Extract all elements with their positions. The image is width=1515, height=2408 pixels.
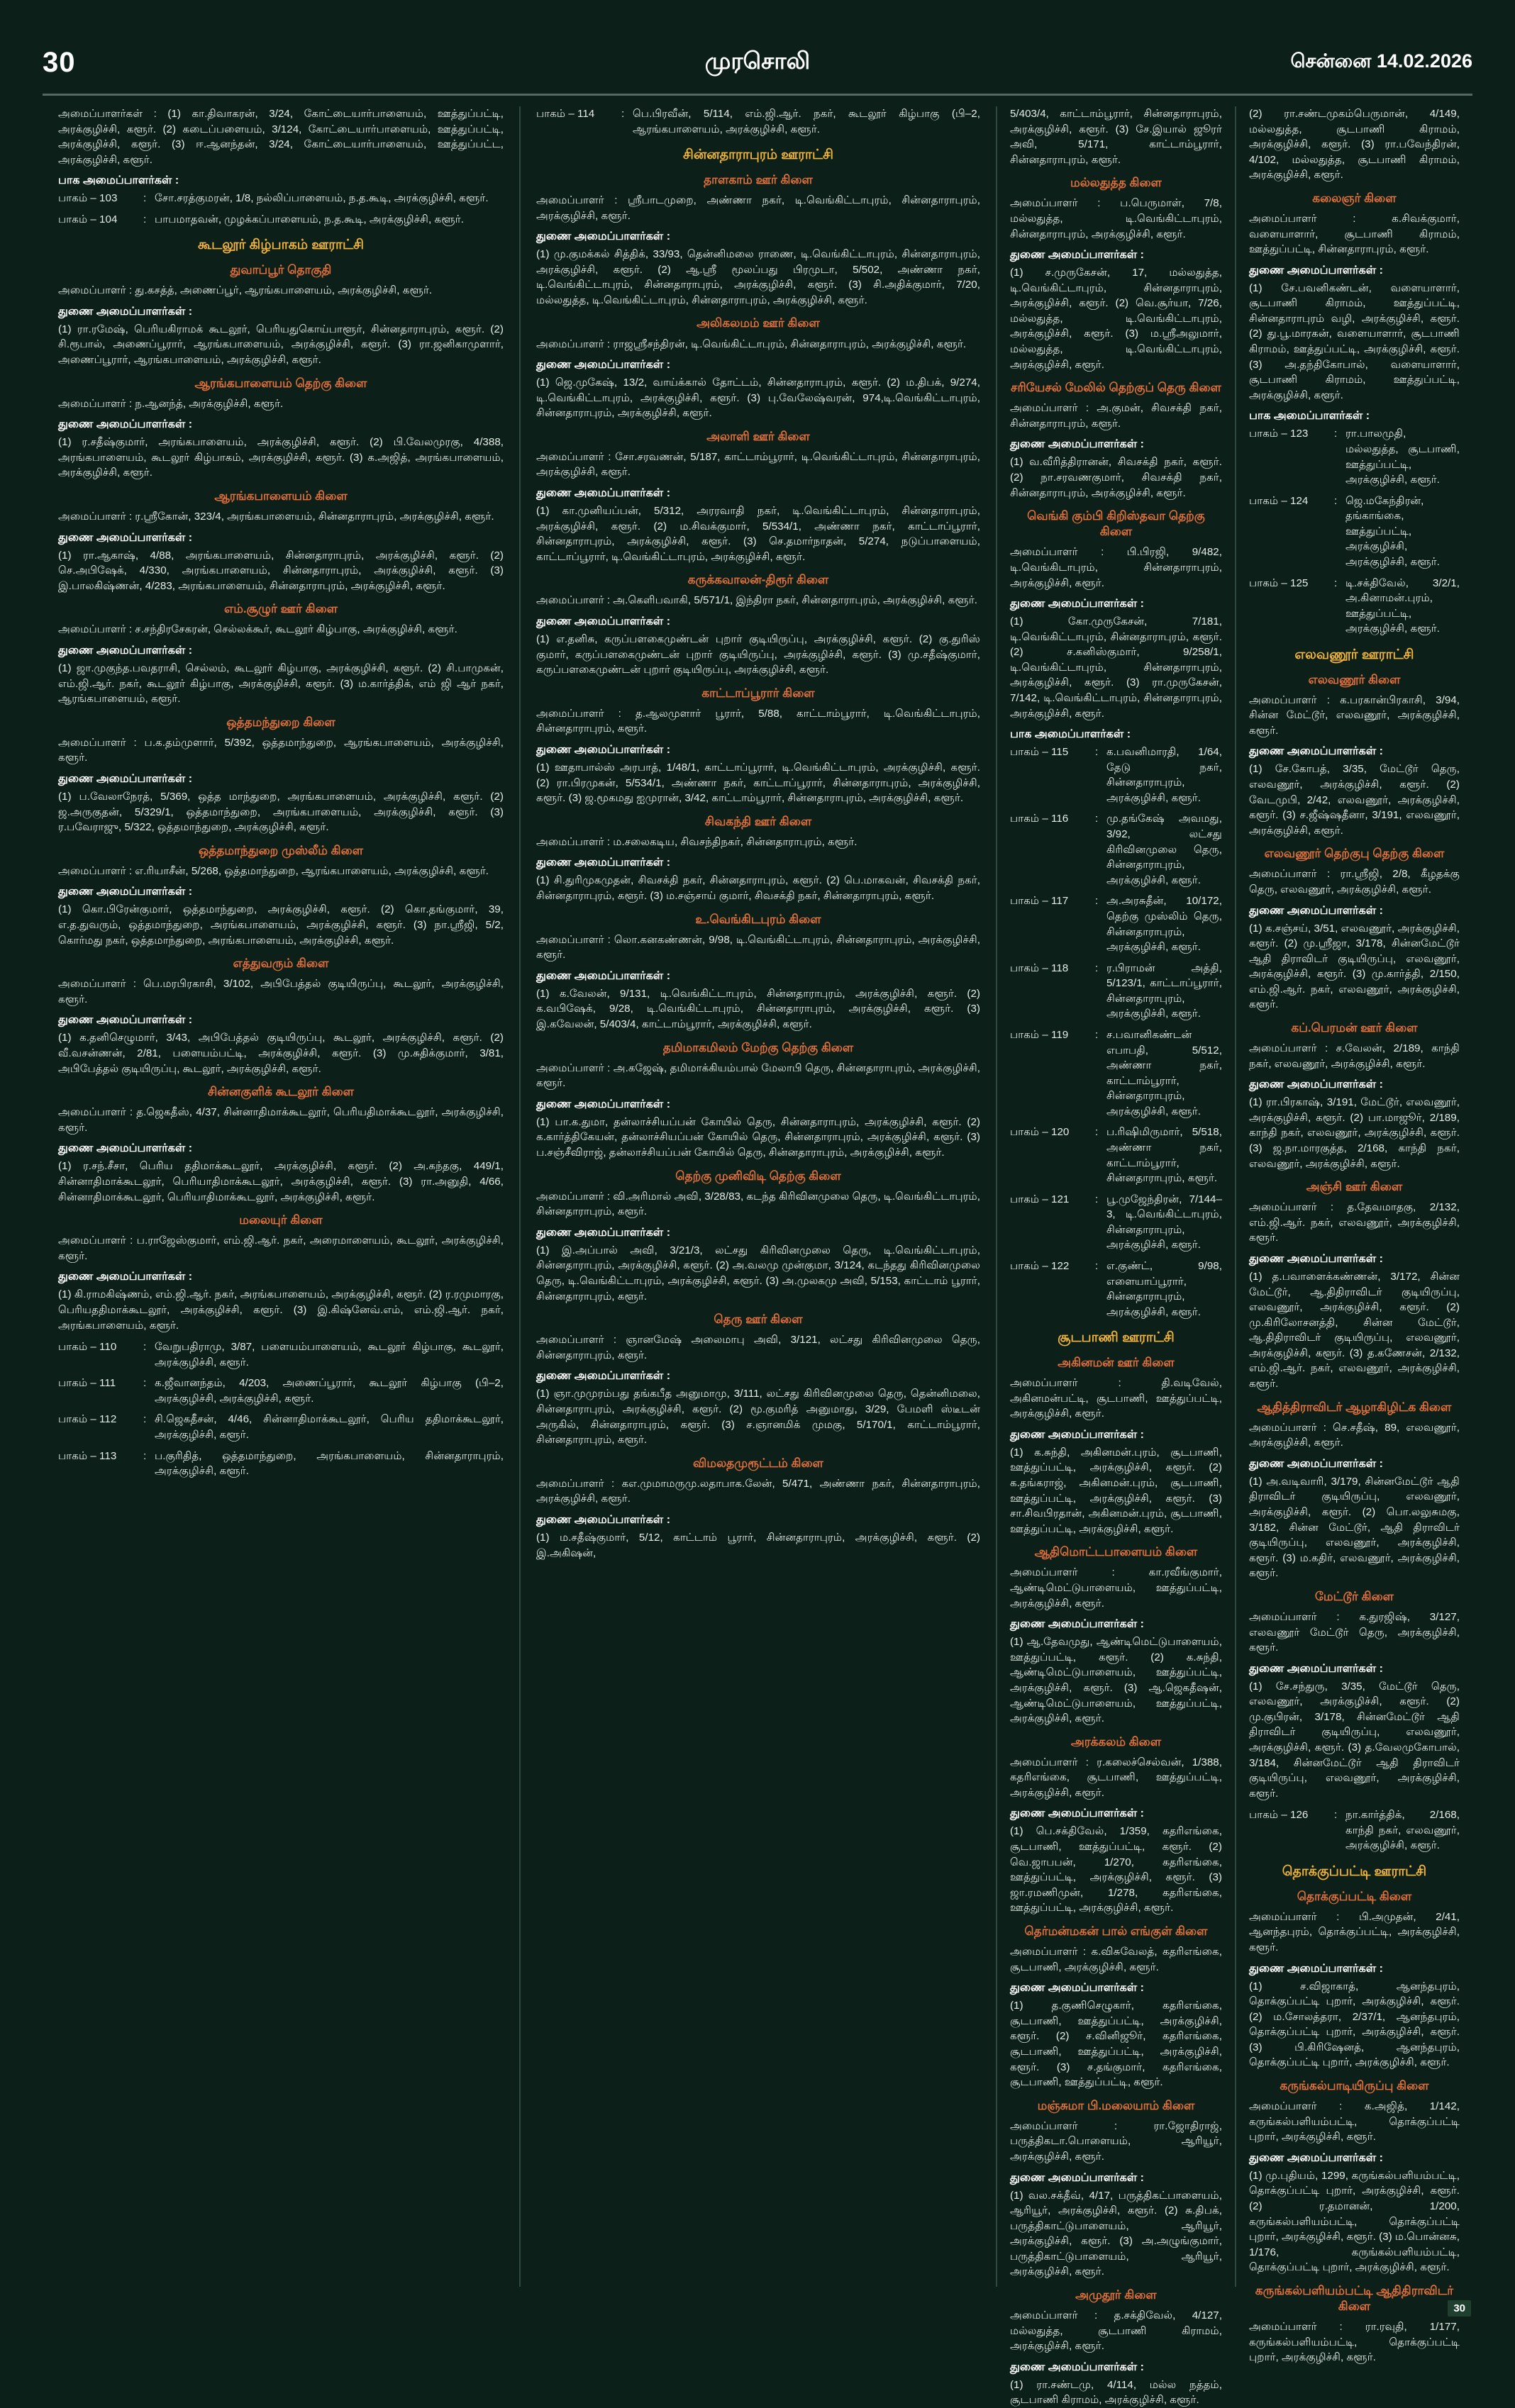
role-label: துணை அமைப்பாளர்கள் :: [1009, 1428, 1144, 1441]
body-paragraph: அமைப்பாளர் : வி.அரிமால் அவி, 3/28/83, கடந்த கிரிவினமுலை தெரு, டி.வெங்கிட்டாபுரம், சின்னதாராபுரம், களூர்.: [535, 1190, 980, 1218]
body-paragraph: (1) ச.முருகேசன், 17, மல்லதுத்த, டி.வெங்கிட்டாபுரம், சின்னதாராபுரம், அரக்குழிச்சி, களூர். (2) வெ.சூர்யா, 7/26, மல்லதுத்த, டி.வெங்கிட்டாபுரம், அரக்குழிச்சி, களூர். (3) ம.ஸ்ரீஅலுமார், மல்லதுத்த, டி.வெங்கிட்டாபுரம், அரக்குழிச்சி, களூர்.: [1009, 267, 1222, 371]
roster-part-number: பாகம் – 113: [58, 1449, 117, 1462]
role-label: துணை அமைப்பாளர்கள் :: [1009, 1618, 1144, 1631]
roster-part-number: பாகம் – 112: [58, 1413, 117, 1426]
role-label: துணை அமைப்பாளர்கள் :: [58, 1014, 193, 1027]
body-paragraph: அமைப்பாளர் : சோ.சரவணன், 5/187, காட்டாம்பூரார், டி.வெங்கிட்டாபுரம், சின்னதாராபுரம், அரக்குழிச்சி, களூர்.: [535, 450, 980, 479]
body-paragraph: அமைப்பாளர் : து.கசத்த், அணைப்பூர், ஆரங்கபாளையம், அரக்குழிச்சி, களூர்.: [58, 284, 433, 297]
roster-part-number: பாகம் – 123: [1248, 428, 1309, 440]
column-1: [58, 106, 504, 1479]
body-paragraph: (1) க.வேலன், 9/131, டி.வெங்கிட்டாபுரம், சின்னதாராபுரம், அரக்குழிச்சி, களூர். (2) க.வபிஷேக், 9/28, டி.வெங்கிட்டாபுரம், சின்னதாராபுரம், அரக்குழிச்சி, களூர். (3) இ.கவேலன், 5/403/4, காட்டாம்பூரார், அரக்குழிச்சி, களூர்.: [535, 987, 980, 1030]
section-heading: சின்னதாராபுரம் ஊராட்சி: [682, 147, 833, 163]
body-paragraph: அமைப்பாளர் : பி.பிரஜி, 9/482, டி.வெங்கிடாபுரம், சின்னதாராபுரம், அரக்குழிச்சி, களூர்.: [1009, 546, 1222, 589]
roster-entry-text: ஜெ.மகேந்திரன், தங்காங்கை, ஊத்துப்பட்டி, அரக்குழிச்சி, அரக்குழிச்சி, களூர்.: [1345, 494, 1440, 568]
roster-separator: :: [1333, 576, 1338, 589]
body-paragraph: (1) க.தனிசெழுமார், 3/43, அபிபேத்தல் குடியிருப்பு, கூடலூர், அரக்குழிச்சி, களூர். (2) வீ.வசன்ணன், 2/81, பளையம்பட்டி, அரக்குழிச்சி, களூர். (3) மு.சுதிக்குமார், 3/81, அபிபேத்தல் குடியிருப்பு, கூடலூர், அரக்குழிச்சி, களூர்.: [58, 1032, 504, 1075]
roster-part-number: பாகம் – 103: [58, 192, 118, 205]
branch-heading: ஒத்தமாந்துறை முஸ்லீம் கிளை: [198, 843, 363, 857]
roster-entry-text: சி.ஜெகதீசன், 4/46, சின்னாதிமாக்கூடலூர், பெரிய ததிமாக்கூடலூர், அரக்குழிச்சி, களூர்.: [155, 1413, 504, 1442]
roster-separator: :: [621, 108, 625, 120]
body-paragraph: அமைப்பாளர் : ரா.ஸ்ரீஜி, 2/8, கீழதக்கு தெரு, எலவணூர், அரக்குழிச்சி, களூர்.: [1248, 868, 1460, 896]
roster-part-number: பாகம் – 110: [58, 1341, 117, 1354]
roster-entry-text: ர.பிராமன் அத்தி, 5/123/1, காட்டாப்பூரார், சின்னதாராபுரம், அரக்குழிச்சி, களூர்.: [1106, 961, 1222, 1020]
role-label: துணை அமைப்பாளர்கள் :: [1009, 249, 1144, 262]
masthead: [43, 41, 1472, 84]
branch-heading: அமுதூர் கிளை: [1075, 2287, 1157, 2302]
role-label: துணை அமைப்பாளர்கள் :: [535, 1226, 671, 1239]
role-label: துணை அமைப்பாளர்கள் :: [1009, 2171, 1144, 2184]
body-paragraph: அமைப்பாளர் : அ.கெளிபவாகி, 5/571/1, இந்திரா நகர், சின்னதாராபுரம், அரக்குழிச்சி, களூர்.: [535, 594, 977, 607]
roster-separator: :: [1094, 813, 1099, 825]
role-label: துணை அமைப்பாளர்கள் :: [1248, 745, 1383, 758]
body-paragraph: (1) த.குணிசெழுகார், கதரிஎங்கை, சூடபாணி, ஊத்துப்பட்டி, அரக்குழிச்சி, களூர். (2) ச.வினிஜூர், கதரிஎங்கை, சூடபாணி, ஊத்துப்பட்டி, அரக்குழிச்சி, களூர். (3) ச.தங்குமார், கதரிஎங்கை, சூடபாணி, ஊத்துப்பட்டி, களூர்.: [1009, 2000, 1222, 2089]
branch-heading: சின்னகுளிக் கூடலூர் கிளை: [207, 1085, 354, 1099]
body-paragraph: (1) ர.சந்.சீசா, பெரிய ததிமாக்கூடலூர், அரக்குழிச்சி, களூர். (2) அ.கந்தகு, 449/1, சின்னாதிமாக்கூடலூர், பெரியாதிமாக்கூடலூர், அரக்குழிச்சி, களூர். (3) ரா.அனுதி, 4/66, சின்னாதிமாக்கூடலூர், பெரியாதிமாக்கூடலூர், அரக்குழிச்சி, களூர்.: [58, 1160, 504, 1203]
body-paragraph: (1) ரா.பிரகாஷ், 3/191, மேட்டூர், எலவணூர், அரக்குழிச்சி, களூர். (2) பா.மாஜூர், 2/189, காந்தி நகர், எலவணூர், அரக்குழிச்சி, களூர். (3) ஜ.நா.மாரகுத்த, 2/168, காந்தி நகர், எலவணூர், அரக்குழிச்சி, களூர்.: [1248, 1096, 1460, 1170]
paper-title: முரசொலி: [704, 47, 811, 74]
roster-entry: [1010, 1259, 1222, 1320]
branch-heading: தெற்கு முனிவிடி தெற்கு கிளை: [675, 1169, 841, 1183]
branch-heading: கருங்கல்பாடியிருப்பு கிளை: [1280, 2079, 1429, 2093]
role-label: துணை அமைப்பாளர்கள் :: [58, 645, 193, 657]
role-label: துணை அமைப்பாளர்கள் :: [1009, 438, 1144, 451]
roster-part-number: பாகம் – 118: [1009, 961, 1069, 974]
branch-heading: அலிகலமம் ஊர் கிளை: [697, 316, 820, 330]
roster-entry: [1249, 1807, 1460, 1854]
body-paragraph: அமைப்பாளர்கள் : (1) கா.திவாகரன், 3/24, கோட்டையார்பாளையம், ஊத்துப்பட்டி, அரக்குழிச்சி, களூர். (2) கடைப்பளையம், 3/124, கோட்டையார்பாளையம், ஊத்துப்பட்டி, அரக்குழிச்சி, களூர். (3) ஈ.ஆனந்தன், 3/24, கோட்டையார்பாளையம், ஊத்துப்பட்ட, அரக்குழிச்சி, களூர்.: [58, 108, 504, 166]
body-paragraph: (1) க.சுந்தி, அகினமன்.புரம், சூடபாணி, ஊத்துப்பட்டி, அரக்குழிச்சி, களூர். (2) க.தங்கராஜ், அகினமன்.புரம், சூடபாணி, ஊத்துப்பட்டி, அரக்குழிச்சி, களூர். (3) சா.சிவபிரதான், அகினமன்.புரம், சூடபாணி, ஊத்துப்பட்டி, அரக்குழிச்சி, களூர்.: [1009, 1446, 1222, 1535]
body-paragraph: (1) கா.முனியப்பன், 5/312, அரரவாதி நகர், டி.வெங்கிட்டாபுரம், சின்னதாராபுரம், அரக்குழிச்சி, களூர். (2) ம.சிவக்குமார், 5/534/1, அண்ணா நகர், காட்டாப்பூரார், சின்னதாராபுரம், அரக்குழிச்சி, களூர். (3) செ.தமார்நாதன், 5/274, நடுப்பாளையம், காட்டாப்பூரார், டி.வெங்கிட்டாபுரம், அரக்குழிச்சி, களூர்.: [535, 505, 980, 563]
role-label: துணை அமைப்பாளர்கள் :: [535, 1370, 671, 1383]
role-label: துணை அமைப்பாளர்கள் :: [1248, 1457, 1383, 1470]
branch-heading: அஞ்சி ஊர் கிளை: [1306, 1180, 1403, 1194]
roster-entry-text: ப.ரிஷிமிருமார், 5/518, அண்ணா நகர், காட்டாம்பூரார், சின்னதாராபுரம், களூர்.: [1106, 1126, 1222, 1185]
roster-entry: [1249, 426, 1460, 487]
body-paragraph: (1) ஊதாபால்ஸ் அரபாத், 1/48/1, காட்டாப்பூரார், டி.வெங்கிட்டாபுரம், அரக்குழிச்சி, களூர். (2) ரா.பிரமுகன், 5/534/1, அண்ணா நகர், காட்டாப்பூரார், சின்னதாராபுரம், அரக்குழிச்சி, களூர். (3) ஜ.மூகமது ஐமுரான், 3/42, காட்டாம்பூரார், சின்னதாராபுரம், அரக்குழிச்சி, களூர்.: [535, 762, 980, 805]
roster-entry-text: ரா.பாலமுதி, மல்லதுத்த, சூடபாணி, ஊத்துப்பட்டி, அரக்குழிச்சி, களூர்.: [1345, 428, 1460, 486]
section-heading: சூடபாணி ஊராட்சி: [1058, 1330, 1175, 1346]
body-paragraph: (1) அ.வடிவாரி, 3/179, சின்னமேட்டூர் ஆதி திராவிடர் குடியிருப்பு, எலவணூர், அரக்குழிச்சி, களூர். (2) பொ.லலுசுமகு, 3/182, சின்ன மேட்டூர், ஆதி திராவிடர் குடியிருப்பு, எலவணூர், அரக்குழிச்சி, களூர். (3) ம.கதிர், எலவணூர், அரக்குழிச்சி, களூர்.: [1248, 1475, 1460, 1580]
body-paragraph: (1) வ.வீரித்திரானன், சிவசக்தி நகர், களூர். (2) நா.சரவணகுமார், சிவசக்தி நகர், சின்னதாராபுரம், அரக்குழிச்சி, களூர்.: [1009, 456, 1222, 499]
branch-heading: அகினமன் ஊர் கிளை: [1058, 1356, 1175, 1370]
role-label: துணை அமைப்பாளர்கள் :: [535, 359, 671, 372]
body-paragraph: (1) வல.சக்தீவ், 4/17, பருத்திகட்பாளையம், ஆரியூர், அரக்குழிச்சி, களூர். (2) சு.திபக், பருத்திகாட்டுபாளையம், ஆரியூர், அரக்குழிச்சி, களூர். (3) அ.அழுங்குமார், பருத்திகாட்டுபாளையம், ஆரியூர், அரக்குழிச்சி, களூர்.: [1009, 2189, 1222, 2278]
body-paragraph: அமைப்பாளர் : ந.ஆனந்த், அரக்குழிச்சி, களூர்.: [58, 397, 284, 410]
branch-heading: தொக்குப்பட்டி கிளை: [1297, 1889, 1412, 1903]
roster-separator: :: [143, 1341, 147, 1354]
body-paragraph: அமைப்பாளர் : க.பரகான்பிரகாசி, 3/94, சின்ன மேட்டூர், எலவணூர், அரக்குழிச்சி, களூர்.: [1248, 693, 1460, 737]
body-paragraph: (1) இ.அப்பால் அவி, 3/21/3, லட்சது கிரிவினமுலை தெரு, டி.வெங்கிட்டாபுரம், சின்னதாராபுரம், அரக்குழிச்சி, களூர். (2) அ.வலமு முன்குமா, 3/124, கடந்தது கிரிவினமுலை தெரு, டி.வெங்கிட்டாபுரம், அரக்குழிச்சி, களூர். (3) அ.முலகமு அவி, 5/153, காட்டாம் பூரார், சின்னதாராபுரம், களூர்.: [535, 1244, 980, 1303]
body-paragraph: (1) சே.பவனிகண்டன், வளையாளார், சூடபாணி கிராமம், ஊத்துப்பட்டி, சின்னதாராபுரம் வழி, அரக்குழிச்சி, களூர். (2) து.பூ.மாரகன், வளையாளார், சூடபாணி கிராமம், ஊத்துப்பட்டி, அரக்குழிச்சி, களூர். (3) அ.தந்திகோபால், வளையாளார், சூடபாணி கிராமம், ஊத்துப்பட்டி, அரக்குழிச்சி, களூர்.: [1248, 282, 1460, 401]
roster-separator: :: [143, 192, 147, 205]
role-label: துணை அமைப்பாளர்கள் :: [1248, 1962, 1383, 1975]
roster-entry: [58, 1412, 504, 1442]
branch-heading: ஆதிமொட்டபாளையம் கிளை: [1034, 1545, 1198, 1559]
body-paragraph: (1) ஜெ.முகேஷ், 13/2, வாய்க்கால் தோட்டம், சின்னதாராபுரம், களூர். (2) ம.திபக், 9/274, டி.வெங்கிட்டாபுரம், அரக்குழிச்சி, களூர். (3) பு.வேலேஷ்வரன், 974,டி.வெங்கிட்டாபுரம், சின்னதாராபுரம், அரக்குழிச்சி, களூர்.: [535, 377, 980, 420]
body-paragraph: அமைப்பாளர் : ப.க.தம்முளார், 5/392, ஒத்தமாந்துறை, ஆரங்கபாளையம், அரக்குழிச்சி, களூர்.: [58, 736, 504, 764]
role-label: துணை அமைப்பாளர்கள் :: [535, 969, 671, 982]
roster-part-number: பாகம் – 124: [1248, 494, 1309, 507]
roster-separator: :: [1333, 494, 1338, 507]
roster-part-number: பாகம் – 117: [1009, 895, 1069, 908]
roster-entry: [58, 1376, 504, 1406]
role-label: துணை அமைப்பாளர்கள் :: [1248, 1662, 1383, 1675]
roster-part-number: பாகம் – 125: [1248, 576, 1309, 589]
branch-heading: தெர்மன்மகன் பால் எங்குள் கிளை: [1024, 1924, 1208, 1938]
branch-heading: தெரு ஊர் கிளை: [714, 1312, 803, 1327]
role-label: துணை அமைப்பாளர்கள் :: [58, 305, 193, 318]
roster-entry-text: அ.அரசுதீன், 10/172, தெற்கு முஸ்லிம் தெரு, சின்னதாராபுரம், அரக்குழிச்சி, களூர்.: [1106, 895, 1222, 954]
role-label: துணை அமைப்பாளர்கள் :: [535, 1513, 671, 1526]
body-paragraph: (1) சே.கோபத், 3/35, மேட்டூர் தெரு, எலவணூர், அரக்குழிச்சி, களூர். (2) வேடமுபி, 2/42, எலவணூர், அரக்குழிச்சி, களூர். (3) ச.ஜீஷ்ஷதீனா, 3/191, எலவணூர், அரக்குழிச்சி, களூர்.: [1248, 763, 1460, 837]
roster-entry: [1010, 1027, 1222, 1119]
edition-date: சென்னை 14.02.2026: [1290, 50, 1472, 72]
body-paragraph: (1) கோ.முருகேசன், 7/181, டி.வெங்கிட்டாபுரம், சின்னதாராபுரம், களூர். (2) ச.கனிஸ்குமார், 9/258/1, டி.வெங்கிட்டாபுரம், சின்னதாராபுரம், அரக்குழிச்சி, களூர். (3) ரா.முருகேசன், 7/142, டி.வெங்கிட்டாபுரம், சின்னதாராபுரம், அரக்குழிச்சி, களூர்.: [1009, 615, 1222, 720]
branch-heading: ஆதித்திராவிடர் ஆழாகிழிட்க கிளை: [1257, 1400, 1452, 1414]
text-column-1: [43, 106, 519, 2287]
roster-separator: :: [143, 1413, 147, 1426]
body-paragraph: அமைப்பாளர் : ப.ராஜேஸ்குமார், எம்.ஜி.ஆர். நகர், அரைமாளையம், கூடலூர், அரக்குழிச்சி, களூர்.: [58, 1234, 504, 1262]
roster-part-number: பாகம் – 119: [1009, 1028, 1069, 1041]
roster-part-number: பாகம் – 122: [1009, 1260, 1070, 1273]
branch-heading: மேட்டூர் கிளை: [1314, 1589, 1394, 1603]
role-label: துணை அமைப்பாளர்கள் :: [535, 1098, 671, 1110]
roster-separator: :: [1333, 428, 1338, 440]
body-paragraph: (1) கி.ராமகிஷ்ணம், எம்.ஜி.ஆர். நகர், அரங்கபாளையம், அரக்குழிச்சி, களூர். (2) ர.ரமுமாரகு, பெரியததிமாக்கூடலூர், அரக்குழிச்சி, களூர். (3) இ.கிஷ்னேவ்.எம், எம்.ஜி.ஆர். நகர், அரங்கபாளையம், களூர்.: [58, 1288, 504, 1332]
branch-heading: உ.வெங்கிடபுரம் கிளை: [695, 912, 821, 926]
roster-entry-text: மு.தங்கேஷ் அவமது, 3/92, லட்சது கிரிவினமுலை தெரு, சின்னதாராபுரம், அரக்குழிச்சி, களூர்.: [1106, 813, 1222, 886]
branch-heading: கருங்கல்பளியம்பட்டி ஆதிதிராவிடர் கிளை: [1255, 2283, 1454, 2314]
body-paragraph: அமைப்பாளர் : த.சக்திவேல், 4/127, மல்லதுத்த, சூடபாணி கிராமம், அரக்குழிச்சி, களூர்.: [1009, 2309, 1222, 2353]
roster-separator: :: [1094, 895, 1099, 908]
branch-heading: மஞ்சுமா பி.மலையாம் கிளை: [1037, 2098, 1195, 2112]
branch-heading: சரியேசல் மேலில் தெற்குப் தெரு கிளை: [1011, 381, 1221, 395]
body-paragraph: அமைப்பாளர் : ச.சந்திரசேகரன், செல்லக்கூர், கூடலூர் கிழ்பாகு, அரக்குழிச்சி, களூர்.: [58, 623, 457, 636]
branch-heading: ஆரங்கபாளையம் கிளை: [214, 489, 348, 503]
body-paragraph: (1) ஜா.முகுந்த.பவதராசி, செல்லம், கூடலூர் கிழ்பாகு, அரக்குழிச்சி, களூர். (2) சி.பாமுகன், எம்.ஜி.ஆர். நகர், கூடலூர் கிழ்பாகு, அரக்குழிச்சி, களூர். (3) ம.கார்த்திக், எம் ஜி ஆர் நகர், ஆரங்கபாளையம், களூர்.: [58, 662, 504, 706]
section-heading: கூடலூர் கிழ்பாகம் ஊராட்சி: [198, 238, 364, 253]
branch-heading: தமிமாகமிலம் மேற்கு தெற்கு கிளை: [662, 1040, 854, 1054]
body-paragraph: (1) ர.சதீஷ்குமார், அரங்கபாளையம், அரக்குழிச்சி, களூர். (2) பி.வேலமுரகு, 4/388, அரங்கபாளையம், கூடலூர் கிழ்பாகம், அரக்குழிச்சி, களூர். (3) க.அஜித், அரங்கபாளையம், அரக்குழிச்சி, களூர்.: [58, 436, 504, 479]
roster-entry-text: க.ஜீவானந்தம், 4/203, அணைப்பூரார், கூடலூர் கிழ்பாகு (பி–2, அரக்குழிச்சி, அரக்குழிச்சி, களூர்.: [155, 1377, 504, 1405]
body-paragraph: அமைப்பாளர் : அ.கஜேஷ், தமிமாக்கியம்பால் மேலாபி தெரு, சின்னதாராபுரம், அரக்குழிச்சி, களூர்.: [535, 1061, 980, 1090]
role-label: துணை அமைப்பாளர்கள் :: [1009, 1807, 1144, 1820]
roster-entry: [1010, 1125, 1222, 1186]
role-label: பாக அமைப்பாளர்கள் :: [58, 174, 179, 187]
roster-separator: :: [143, 1449, 147, 1462]
roster-entry-text: நா.கார்த்திக், 2/168, காந்தி நகர், எலவணூர், அரக்குழிச்சி, களூர்.: [1345, 1809, 1460, 1852]
roster-separator: :: [1094, 746, 1099, 759]
branch-heading: ஒத்தமந்துறை கிளை: [226, 715, 335, 729]
text-column-2: [519, 106, 996, 2287]
roster-part-number: பாகம் – 104: [58, 213, 118, 225]
roster-entry-text: ச.பவானிகண்டன் எபாபதி, 5/512, அண்ணா நகர், காட்டாம்பூரார், சின்னதாராபுரம், அரக்குழிச்சி, களூர்.: [1106, 1028, 1222, 1117]
body-paragraph: அமைப்பாளர் : ச.வேலன், 2/189, காந்தி நகர், எலவணூர், அரக்குழிச்சி, களூர்.: [1248, 1042, 1460, 1070]
role-label: துணை அமைப்பாளர்கள் :: [58, 418, 193, 431]
roster-separator: :: [1094, 1126, 1099, 1139]
body-paragraph: அமைப்பாளர் : கஎ.முமாமருமு.லதாபாக.லேன், 5/471, அண்ணா நகர், சின்னதாராபுரம், அரக்குழிச்சி, களூர்.: [535, 1477, 980, 1505]
role-label: பாக அமைப்பாளர்கள் :: [1009, 728, 1131, 741]
role-label: துணை அமைப்பாளர்கள் :: [535, 230, 671, 243]
column-3: [997, 106, 1235, 2407]
roster-entry: [58, 1449, 504, 1479]
body-paragraph: (1) த.பவாளைக்கண்ணன், 3/172, சின்ன மேட்டூர், ஆ.திதிராவிடர் குடியிருப்பு, எலவணூர், அரக்குழிச்சி, களூர். (2) மு.கிரிலோசனத்தி, சின்ன மேட்டூர், ஆ.திதிராவிடர் குடியிருப்பு, எலவணூர், அரக்குழிச்சி, களூர். (3) த.கணேசன், 2/132, எம்.ஜி.ஆர். நகர், எலவணூர், அரக்குழிச்சி, களூர்.: [1248, 1270, 1460, 1390]
body-paragraph: அமைப்பாளர் : பி.அமுதன், 2/41, ஆனந்தபுரம், தொக்குப்பட்டி, அரக்குழிச்சி, களூர்.: [1248, 1910, 1460, 1953]
roster-separator: :: [1094, 1260, 1099, 1273]
roster-entry: [1010, 893, 1222, 954]
branch-heading: எலவணூர் கிளை: [1308, 672, 1401, 686]
role-label: துணை அமைப்பாளர்கள் :: [535, 857, 671, 869]
role-label: துணை அமைப்பாளர்கள் :: [58, 1142, 193, 1155]
role-label: துணை அமைப்பாளர்கள் :: [1248, 904, 1383, 917]
body-paragraph: அமைப்பாளர் : க.விசுவேலத், கதரிஎங்கை, சூடபாணி, அரக்குழிச்சி, களூர்.: [1009, 1946, 1222, 1973]
roster-part-number: பாகம் – 114: [535, 108, 595, 120]
body-paragraph: (1) மு.குமக்கல் சித்திக், 33/93, தென்னிமலை ராணை, டி.வெங்கிட்டாபுரம், சின்னதாராபுரம், அரக்குழிச்சி, களூர். (2) ஆ.ஸ்ரீ மூலப்பது பிரமுடா, 5/502, அண்ணா நகர், டி.வெங்கிட்டாபுரம், சின்னதாராபுரம், அரக்குழிச்சி, களூர். (3) சி.அதிக்குமார், 7/20, மல்லதுத்த, டி.வெங்கிட்டாபுரம், சின்னதாராபுரம், அரக்குழிச்சி, களூர்.: [535, 248, 980, 306]
branch-heading: அலாளி ஊர் கிளை: [706, 429, 810, 443]
body-paragraph: அமைப்பாளர் : செ.சதீஷ், 89, எலவணூர், அரக்குழிச்சி, களூர்.: [1248, 1421, 1460, 1449]
roster-entry-text: பூ.முஜேந்திரன், 7/144–3, டி.வெங்கிட்டாபுரம், சின்னதாராபுரம், அரக்குழிச்சி, களூர்.: [1106, 1193, 1222, 1252]
role-label: துணை அமைப்பாளர்கள் :: [1009, 598, 1144, 611]
branch-heading: எத்துவரும் கிளை: [233, 957, 329, 971]
branch-heading: ஆரங்கபாளையம் தெற்கு கிளை: [194, 376, 367, 390]
body-paragraph: (1) எ.தனிசு, கருப்பளகைமுண்டன் புறார் குடியிருப்பு, அரக்குழிச்சி, களூர். (2) கு.துரிஸ் குமார், கருப்பளகைமுண்டன் புறார் குடியிருப்பு, அரக்குழிச்சி, களூர். (3) மு.சதீஷ்குமார், கருப்பளகைமுண்டன் புறார் குடியிருப்பு, அரக்குழிச்சி, களூர்.: [535, 633, 980, 676]
roster-part-number: பாகம் – 120: [1009, 1126, 1070, 1139]
page-number: 30: [43, 46, 76, 78]
body-paragraph: அமைப்பாளர் : எ.ரியாசீன், 5/268, ஒத்தமாந்துறை, ஆரங்கபாளையம், அரக்குழிச்சி, களூர்.: [58, 864, 489, 877]
role-label: துணை அமைப்பாளர்கள் :: [1009, 2360, 1144, 2373]
body-paragraph: (1) ஆ.தேவமுது, ஆண்டிமெட்டுபாளையம், ஊத்துப்பட்டி, களூர். (2) க.சுந்தி, ஆண்டிமெட்டுபாளையம், ஊத்துப்பட்டி, அரக்குழிச்சி, களூர். (3) ஆ.ஜெகதீஷன், ஆண்டிமெட்டுபாளையம், ஊத்துப்பட்டி, அரக்குழிச்சி, களூர்.: [1009, 1636, 1222, 1725]
role-label: துணை அமைப்பாளர்கள் :: [58, 1271, 193, 1283]
article-columns: [43, 106, 1472, 2407]
body-paragraph: அமைப்பாளர் : ர.கலைச்செல்வன், 1/388, கதரிஎங்கை, சூடபாணி, ஊத்துப்பட்டி, அரக்குழிச்சி, களூர்.: [1009, 1756, 1222, 1799]
roster-entry: [58, 191, 504, 206]
roster-entry: [1010, 961, 1222, 1022]
role-label: துணை அமைப்பாளர்கள் :: [1248, 264, 1383, 277]
body-paragraph: (1) ம.சதீஷ்குமார், 5/12, காட்டாம் பூரார், சின்னதாராபுரம், அரக்குழிச்சி, களூர். (2) இ.அகிஷன்,: [535, 1531, 980, 1559]
role-label: துணை அமைப்பாளர்கள் :: [535, 487, 671, 500]
roster-separator: :: [143, 213, 147, 225]
roster-separator: :: [143, 1377, 147, 1390]
roster-entry-text: வேறுபதிராமு, 3/87, பளையம்பாளையம், கூடலூர் கிழ்பாகு, கூடலூர், அரக்குழிச்சி, களூர்.: [155, 1341, 504, 1369]
role-label: துணை அமைப்பாளர்கள் :: [1248, 2151, 1383, 2164]
body-paragraph: (1) ப.வேலாநேரத், 5/369, ஒத்த மாந்துறை, அரங்கபாளையம், அரக்குழிச்சி, களூர். (2) ஜ.அருகுதன், 5/329/1, ஒத்தமாந்துறை, அரங்கபாளையம், அரக்குழிச்சி, களூர். (3) ர.பவேராஜு, 5/322, ஒத்தமாந்துறை, அரக்குழிச்சி, களூர்.: [58, 791, 504, 834]
branch-heading: கலைஞர் கிளை: [1312, 191, 1397, 205]
roster-entry: [536, 106, 980, 137]
body-paragraph: (1) பா.க.துமா, தன்லாச்சியப்பன் கோயில் தெரு, சின்னதாராபுரம், அரக்குழிச்சி, களூர். (2) க.கார்த்திகேயன், தன்லாச்சியப்பன் கோயில் தெரு, சின்னதாராபுரம், அரக்குழிச்சி, களூர். (3) ப.சஞ்சீவிராஜ், தன்லாச்சியப்பன் கோயில் தெரு, சின்னதாராபுரம், அரக்குழிச்சி, களூர்.: [535, 1115, 980, 1159]
body-paragraph: (1) சே.சந்துரு, 3/35, மேட்டூர் தெரு, எலவணூர், அரக்குழிச்சி, களூர். (2) மு.குபிரன், 3/178, சின்னமேட்டூர் ஆதி திராவிடர் குடியிருப்பு, எலவணூர், அரக்குழிச்சி, களூர். (3) த.வேலமுகோபால், 3/184, சின்னமேட்டூர் ஆதி திராவிடர் குடியிருப்பு, எலவணூர், அரக்குழிச்சி, களூர்.: [1248, 1680, 1460, 1800]
body-paragraph: அமைப்பாளர் : க.அஜித், 1/142, கருங்கல்பளியம்பட்டி, தொக்குப்பட்டி புறார், அரக்குழிச்சி, களூர்.: [1248, 2100, 1460, 2144]
body-paragraph: அமைப்பாளர் : ர.ஸ்ரீகோன், 323/4, அரங்கபாளையம், சின்னதாராபுரம், அரக்குழிச்சி, களூர்.: [58, 511, 494, 523]
roster-entry-text: எ.குண்ட், 9/98, எளையாப்பூரார், சின்னதாராபுரம், அரக்குழிச்சி, களூர்.: [1106, 1260, 1222, 1318]
roster-entry: [1249, 576, 1460, 637]
body-paragraph: (1) க.சஞ்சய், 3/51, எலவணூர், அரக்குழிச்சி, களூர். (2) மு.ஸ்ரீஜா, 3/178, சின்னமேட்டூர் ஆதி திராவிடர் குடியிருப்பு, எலவணூர், அரக்குழிச்சி, களூர். (3) மு.கார்த்தி, 2/150, எம்.ஜி.ஆர். நகர், எலவணூர், அரக்குழிச்சி, களூர்.: [1248, 922, 1460, 1011]
roster-entry: [1010, 745, 1222, 806]
roster-part-number: பாகம் – 126: [1248, 1809, 1309, 1822]
roster-entry-text: ப.குரிதித், ஒத்தமாந்துறை, அரங்கபாளையம், சின்னதாராபுரம், அரக்குழிச்சி, களூர்.: [155, 1449, 504, 1478]
body-paragraph: அமைப்பாளர் : லொ.கனகண்ணன், 9/98, டி.வெங்கிட்டாபுரம், சின்னதாராபுரம், அரக்குழிச்சி, களூர்.: [535, 933, 980, 961]
branch-heading: விமலதமுரூட்டம் கிளை: [693, 1456, 823, 1470]
branch-heading: மலையுர் கிளை: [239, 1213, 323, 1227]
body-paragraph: அமைப்பாளர் : ராஜஸ்ரீசந்திரன், டி.வெங்கிட்டாபுரம், சின்னதாராபுரம், அரக்குழிச்சி, களூர்.: [535, 338, 967, 350]
roster-part-number: பாகம் – 121: [1009, 1193, 1070, 1205]
branch-heading: அரக்கலம் கிளை: [1070, 1734, 1162, 1749]
roster-entry: [58, 212, 504, 228]
body-paragraph: அமைப்பாளர் : த.ஜெகதீஸ், 4/37, சின்னாதிமாக்கூடலூர், பெரியதிமாக்கூடலூர், அரக்குழிச்சி, களூர்.: [58, 1106, 504, 1134]
body-paragraph: அமைப்பாளர் : ப.பெருமாள், 7/8, மல்லதுத்த, டி.வெங்கிட்டாபுரம், சின்னதாராபுரம், அரக்குழிச்சி, களூர்.: [1009, 197, 1222, 240]
body-paragraph: அமைப்பாளர் : க.துரஜிஷ், 3/127, எலவணூர் மேட்டூர் தெரு, அரக்குழிச்சி, களூர்.: [1248, 1610, 1460, 1654]
body-paragraph: அமைப்பாளர் : ஞானமேஷ் அலைமாபு அவி, 3/121, லட்சது கிரிவினமுலை தெரு, சின்னதாராபுரம், களூர்.: [535, 1334, 980, 1361]
body-paragraph: (2) ரா.சண்டமுகம்பெருமான், 4/149, மல்லதுத்த, சூடபாணி கிராமம், அரக்குழிச்சி, களூர். (3) ரா.பவேந்திரன், 4/102, மல்லதுத்த, சூடபாணி கிராமம், அரக்குழிச்சி, களூர்.: [1248, 108, 1460, 182]
body-paragraph: (1) ஞா.முமுரம்பது தங்கபீத அனுமாமு, 3/111, லட்சது கிரிவினமுலை தெரு, தென்னிமலை, சின்னதாராபுரம், அரக்குழிச்சி, களூர். (2) மூ.குமரித் அனுமாது, 3/29, பேமளி ஸ்டீடன் அருகில், சின்னதாராபுரம், களூர். (3) ச.ஞானமிக் முமகு, 5/170/1, காட்டாம்பூரார், சின்னதாராபுரம், களூர்.: [535, 1388, 980, 1447]
body-paragraph: அமைப்பாளர் : ஸ்ரீபாடமுறை, அண்ணா நகர், டி.வெங்கிட்டாபுரம், சின்னதாராபுரம், அரக்குழிச்சி, களூர்.: [535, 194, 980, 222]
roster-entry: [1010, 1192, 1222, 1253]
branch-heading: மல்லதுத்த கிளை: [1070, 176, 1162, 190]
body-paragraph: அமைப்பாளர் : ம.சலைகடிய, சிவசந்திநகர், சின்னதாராபுரம், களூர்.: [535, 835, 858, 848]
roster-separator: :: [1094, 1193, 1099, 1205]
roster-entry-text: பாபமாதவன், முழக்கப்பாளையம், ந.த.கூடி, அரக்குழிச்சி, களூர்.: [155, 213, 464, 225]
branch-heading: எலவணூர் தெற்குபு தெற்கு கிளை: [1264, 847, 1445, 861]
body-paragraph: 5/403/4, காட்டாம்பூரார், சின்னதாராபுரம், அரக்குழிச்சி, களூர். (3) சே.இயால் ஜூரர் அவி, 5/171, காட்டாம்பூரார், சின்னதாராபுரம், களூர்.: [1009, 108, 1222, 166]
body-paragraph: (1) கொ.பிரேன்குமார், ஒத்தமாந்துறை, அரக்குழிச்சி, களூர். (2) கொ.தங்குமார், 39, எ.த.துவரும், ஒத்தமாந்துறை, அரங்கபாளையம், அரக்குழிச்சி, களூர். (3) நா.ஸ்ரீஜி, 5/2, கொர்மது நகர், ஒத்தமாந்துறை, அரங்கபாளையம், அரக்குழிச்சி, களூர்.: [58, 903, 504, 947]
role-label: துணை அமைப்பாளர்கள் :: [58, 886, 193, 898]
branch-heading: காட்டாப்பூரார் கிளை: [701, 686, 815, 700]
body-paragraph: (1) பெ.சக்திவேல், 1/359, கதரிஎங்கை, சூடபாணி, ஊத்துப்பட்டி, களூர். (2) வெ.ஜாபபன், 1/270, கதரிஎங்கை, ஊத்துப்பட்டி, அரக்குழிச்சி, களூர். (3) ஜா.ரமணிமுன், 1/278, கதரிஎங்கை, ஊத்துப்பட்டி, அரக்குழிச்சி, களூர்.: [1009, 1825, 1222, 1914]
body-paragraph: அமைப்பாளர் : த.தேவமாதகு, 2/132, எம்.ஜி.ஆர். நகர், எலவணூர், அரக்குழிச்சி, களூர்.: [1248, 1201, 1460, 1244]
body-paragraph: அமைப்பாளர் : ரா.ஜோதிராஜ், பருத்திகடா.பொளையம், ஆரியூர், அரக்குழிச்சி, களூர்.: [1009, 2119, 1222, 2163]
body-paragraph: அமைப்பாளர் : ரா.ரவுதி, 1/177, கருங்கல்பளியம்பட்டி, தொக்குப்பட்டி புறார், அரக்குழிச்சி, களூர்.: [1248, 2321, 1460, 2364]
roster-part-number: பாகம் – 115: [1009, 746, 1069, 759]
role-label: துணை அமைப்பாளர்கள் :: [1009, 1982, 1144, 1995]
role-label: துணை அமைப்பாளர்கள் :: [1248, 1252, 1383, 1265]
branch-heading: தாளகாம் ஊர் கிளை: [704, 172, 813, 186]
body-paragraph: அமைப்பாளர் : பெ.மரபிரகாசி, 3/102, அபிபேத்தல் குடியிருப்பு, கூடலூர், அரக்குழிச்சி, களூர்.: [58, 978, 504, 1005]
body-paragraph: அமைப்பாளர் : கா.ரவீங்குமார், ஆண்டிமெட்டுபாளையம், ஊத்துப்பட்டி, அரக்குழிச்சி, களூர்.: [1009, 1566, 1222, 1610]
branch-heading: துவாப்பூர் தொகுதி: [230, 263, 332, 277]
roster-entry: [58, 1339, 504, 1370]
role-label: துணை அமைப்பாளர்கள் :: [58, 773, 193, 786]
role-label: துணை அமைப்பாளர்கள் :: [535, 615, 671, 628]
body-paragraph: (1) மு.புதியம், 1299, கருங்கல்பளியம்பட்டி, தொக்குப்பட்டி புறார், அரக்குழிச்சி, களூர். (2) ர.தமானன், 1/200, கருங்கல்பளியம்பட்டி, தொக்குப்பட்டி புறார், அரக்குழிச்சி, களூர். (3) ம.பொன்னசு, 1/176, கருங்கல்பளியம்பட்டி, தொக்குப்பட்டி புறார், அரக்குழிச்சி, களூர்.: [1248, 2169, 1460, 2274]
branch-heading: எம்.சூழுர் ஊர் கிளை: [223, 602, 338, 616]
page-folio: 30: [1448, 2300, 1471, 2317]
branch-heading: கருக்கவாலன்-திரூர் கிளை: [687, 573, 829, 587]
roster-entry-text: டி.சக்திவேல், 3/2/1, அ.கினாமன்.புரம், ஊத்துப்பட்டி, அரக்குழிச்சி, களூர்.: [1345, 576, 1460, 635]
body-paragraph: (1) ரா.ஆகாஷ், 4/88, அரங்கபாளையம், சின்னதாராபுரம், அரக்குழிச்சி, களூர். (2) செ.அபிஷேக், 4/330, அரங்கபாளையம், சின்னதாராபுரம், அரக்குழிச்சி, களூர். (3) இ.பாலகிஷ்ணன், 4/283, அரங்கபாளையம், சின்னதாராபுரம், அரக்குழிச்சி, களூர்.: [58, 549, 504, 592]
body-paragraph: அமைப்பாளர் : க.சிவக்குமார், வளையாளார், சூடபாணி கிராமம், ஊத்துப்பட்டி, சின்னதாராபுரம், களூர்.: [1248, 212, 1460, 256]
roster-part-number: பாகம் – 111: [58, 1377, 116, 1390]
roster-entry-text: க.பவனிமாரதி, 1/64, தேடு நகர், சின்னதாராபுரம், அரக்குழிச்சி, களூர்.: [1106, 746, 1222, 804]
roster-separator: :: [1333, 1809, 1338, 1822]
roster-entry-text: பெ.பிரவீன், 5/114, எம்.ஜி.ஆர். நகர், கூடலூர் கிழ்பாகு (பி–2, ஆரங்கபாளையம், அரக்குழிச்சி, களூர்.: [632, 108, 980, 135]
role-label: துணை அமைப்பாளர்கள் :: [1248, 1078, 1383, 1091]
branch-heading: சிவகந்தி ஊர் கிளை: [704, 814, 812, 828]
role-label: துணை அமைப்பாளர்கள் :: [58, 531, 193, 544]
section-heading: எலவணூர் ஊராட்சி: [1294, 647, 1414, 662]
roster-entry-text: சோ.சரத்குமரன், 1/8, நல்லிப்பாளையம், ந.த.கூடி, அரக்குழிச்சி, களூர்.: [155, 192, 489, 205]
roster-separator: :: [1094, 961, 1099, 974]
roster-part-number: பாகம் – 116: [1009, 813, 1069, 825]
header-divider: [43, 94, 1472, 96]
roster-entry: [1249, 494, 1460, 570]
column-2: [536, 106, 980, 1561]
branch-heading: கப்.பெரமன் ஊர் கிளை: [1291, 1020, 1418, 1035]
branch-heading: வெங்கி கும்பி கிறிஸ்தவா தெற்கு கிளை: [1027, 509, 1205, 539]
body-paragraph: அமைப்பாளர் : த.ஆலமுளார் பூரார், 5/88, காட்டாம்பூரார், டி.வெங்கிட்டாபுரம், சின்னதாராபுரம், களூர்.: [535, 707, 980, 735]
body-paragraph: (1) ரா.சண்டமு, 4/114, மல்ல நத்தம், சூடபாணி கிராமம், அரக்குழிச்சி, களூர்.: [1009, 2378, 1222, 2407]
body-paragraph: (1) ச.விஜாகாத், ஆனந்தபுரம், தொக்குப்பட்டி புறார், அரக்குழிச்சி, களூர். (2) ம.சோலத்தரா, 2/37/1, ஆனந்தபுரம், தொக்குப்பட்டி புறார், அரக்குழிச்சி, களூர். (3) பி.கிரிஷேனத், ஆனந்தபுரம், தொக்குப்பட்டி புறார், அரக்குழிச்சி, களூர்.: [1248, 1980, 1460, 2069]
section-heading: தொக்குப்பட்டி ஊராட்சி: [1282, 1864, 1427, 1880]
body-paragraph: அமைப்பாளர் : அ.குமன், சிவசக்தி நகர், சின்னதாராபுரம், களூர்.: [1009, 402, 1222, 430]
body-paragraph: (1) சி.துரிமுகமுதன், சிவசக்தி நகர், சின்னதாராபுரம், களூர். (2) பெ.மாகவன், சிவசக்தி நகர், சின்னதாராபுரம், களூர். (3) ம.சஞ்சாய் குமார், சிவசக்தி நகர், சின்னதாராபுரம், களூர்.: [535, 874, 980, 903]
role-label: துணை அமைப்பாளர்கள் :: [535, 744, 671, 757]
body-paragraph: (1) ரா.ரமேஷ், பெரியகிராமக் கூடலூர், பெரியதுகொய்பாளூர், சின்னதாராபுரம், களூர். (2) சி.ரூபால், அணைப்பூரார், ஆரங்கபாளையம், அரக்குழிச்சி, களூர். (3) ரா.ஜனிகாமுளார், அணைப்பூரார், ஆரங்கபாளையம், அரக்குழிச்சி, களூர்.: [58, 323, 504, 366]
body-paragraph: அமைப்பாளர் : தி.வடிவேல், அகினமன்பட்டி, சூடபாணி, ஊத்துப்பட்டி, அரக்குழிச்சி, களூர்.: [1009, 1377, 1222, 1420]
roster-separator: :: [1094, 1028, 1099, 1041]
roster-entry: [1010, 811, 1222, 888]
role-label: பாக அமைப்பாளர்கள் :: [1248, 410, 1370, 423]
